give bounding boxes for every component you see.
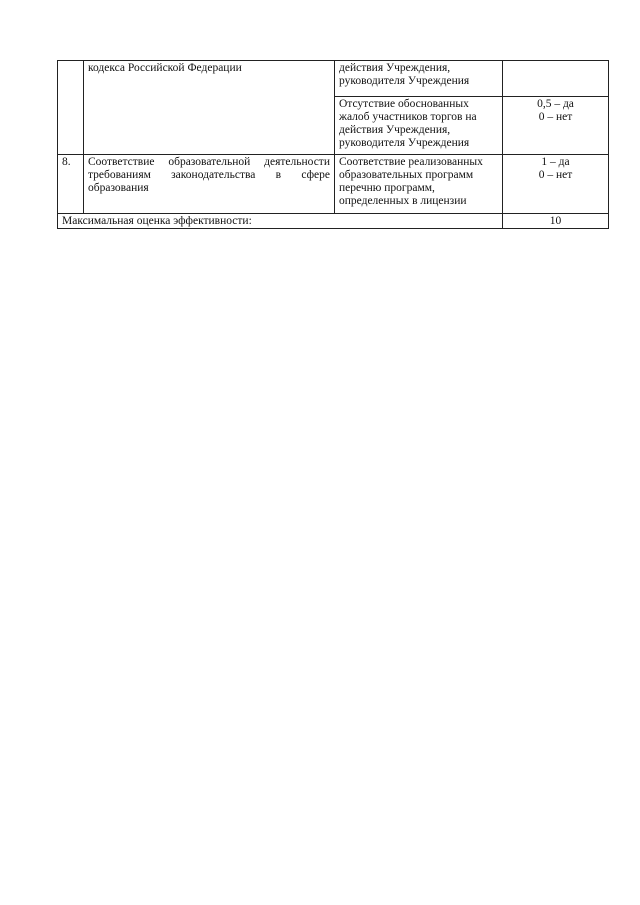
score-no: 0 – нет [538,169,573,181]
row-number [58,61,84,155]
total-label: Максимальная оценка эффективности: [58,214,503,229]
criterion-cell: кодекса Российской Федерации [84,61,335,155]
score-cell [503,155,609,214]
score-yes: 0,5 – да [537,98,574,110]
indicator-cell: действия Учреждения, руководителя Учреждения [335,61,503,97]
table-row [58,61,609,97]
criterion-cell: Соответствие образовательной деятельности требованиям законодательства в сфере образования [84,155,335,214]
indicator-cell: Отсутствие обоснованных жалоб участников торгов на действия Учреждения, руководителя Учреждения [335,97,503,155]
score-cell [503,97,609,155]
score-yes: 1 – да [541,156,570,168]
score-cell [503,61,609,97]
total-row [58,214,609,229]
indicator-cell: Соответствие реализованных образовательных программ перечню программ, определенных в лицензии [335,155,503,214]
total-value: 10 [503,214,609,229]
efficiency-criteria-table [57,60,609,229]
table-row [58,155,609,214]
row-number: 8. [58,155,84,214]
score-no: 0 – нет [538,111,573,123]
